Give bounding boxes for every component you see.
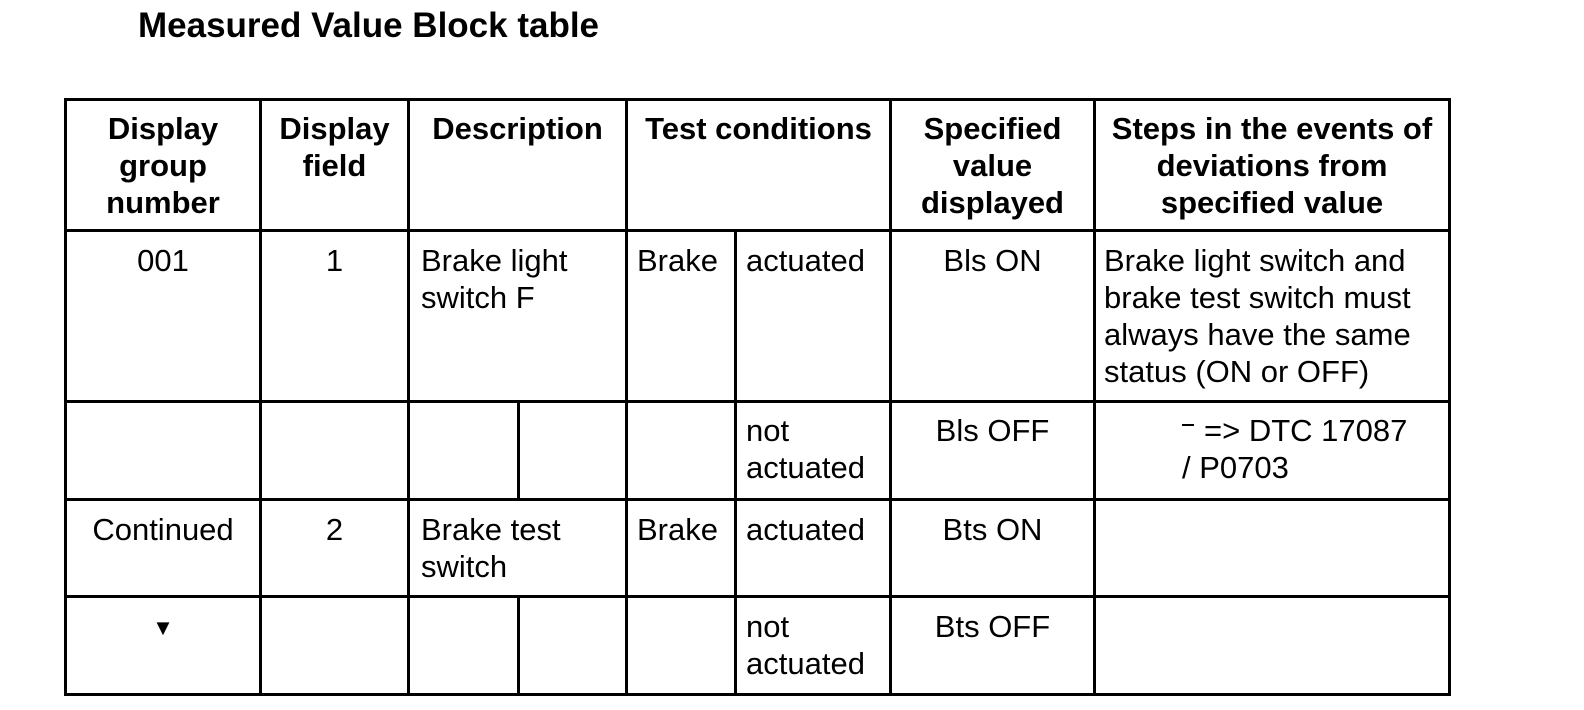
dash-mark	[1182, 424, 1194, 426]
cell-steps: => DTC 17087 / P0703	[1182, 413, 1408, 485]
cell-specified-value: Bls OFF	[935, 413, 1050, 448]
cell-description: Brake light switch F	[421, 243, 568, 315]
test-conditions-subdivider	[734, 229, 737, 696]
description-subdivider	[517, 595, 520, 696]
row-divider	[64, 595, 1451, 598]
cell-group: Continued	[92, 512, 234, 547]
cell-group: 001	[137, 243, 189, 278]
cell-field: 2	[325, 512, 344, 547]
header-test-conditions: Test conditions	[645, 111, 872, 146]
cell-condition-item: Brake	[637, 243, 718, 278]
cell-condition-state: actuated	[746, 512, 865, 547]
cell-condition-item: Brake	[637, 512, 718, 547]
cell-specified-value: Bts ON	[942, 512, 1043, 547]
measured-value-block-table	[64, 98, 1451, 696]
header-specified-value: Specified value displayed	[921, 111, 1064, 220]
header-steps: Steps in the events of deviations from specified value	[1111, 111, 1433, 220]
cell-condition-state: not actuated	[746, 609, 865, 681]
cell-field: 1	[325, 243, 344, 278]
row-divider	[64, 498, 1451, 501]
column-divider	[259, 98, 262, 696]
header-divider	[64, 229, 1451, 232]
cell-condition-state: actuated	[746, 243, 865, 278]
cell-steps: Brake light switch and brake test switch must always have the same status (ON or OFF)	[1104, 243, 1411, 389]
cell-condition-state: not actuated	[746, 413, 865, 485]
cell-specified-value: Bls ON	[943, 243, 1042, 278]
header-description: Description	[432, 111, 603, 146]
column-divider	[407, 98, 410, 696]
column-divider	[625, 98, 628, 696]
header-display-group-number: Display group number	[106, 111, 220, 220]
page-title: Measured Value Block table	[138, 6, 600, 45]
cell-description: Brake test switch	[421, 512, 561, 584]
continued-arrow-icon: ▼	[152, 615, 174, 640]
cell-specified-value: Bts OFF	[934, 609, 1051, 644]
row-divider	[64, 400, 1451, 403]
header-display-field: Display field	[279, 111, 390, 183]
description-subdivider	[517, 400, 520, 498]
